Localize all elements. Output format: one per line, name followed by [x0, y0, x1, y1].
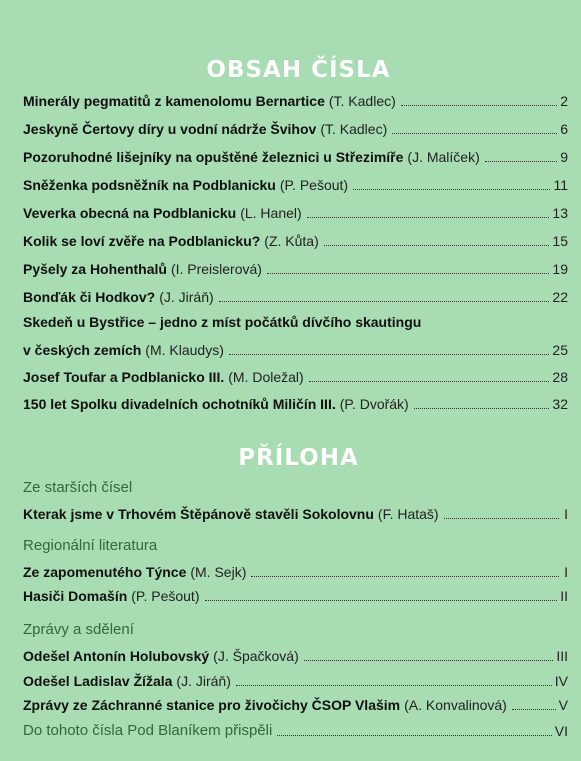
entry-author: (P. Pešout) [131, 588, 200, 604]
entry-page: 13 [552, 205, 568, 221]
entry-page: IV [554, 673, 568, 689]
entry-page: I [564, 506, 568, 522]
toc-entry [23, 645, 568, 665]
entry-title: Zprávy ze Záchranné stanice pro živočichy ČSOP Vlašim [23, 697, 401, 713]
toc-entry [23, 393, 568, 413]
entry-title: Kterak jsme v Trhovém Štěpánově stavěli Sokolovnu [23, 506, 374, 522]
toc-entry [23, 339, 568, 359]
dot-leader [353, 189, 550, 190]
entry-title: Jeskyně Čertovy díry u vodní nádrže Švihov [23, 121, 317, 137]
toc-entry-contributors [23, 720, 568, 740]
entry-author: (A. Konvalinová) [404, 697, 507, 713]
entry-author: (J. Jiráň) [176, 673, 231, 689]
toc-entry [23, 118, 568, 138]
entry-author: (J. Jiráň) [159, 289, 214, 305]
dot-leader [304, 660, 554, 661]
toc-entry [23, 230, 568, 250]
toc-entry [23, 258, 568, 278]
toc-entry [23, 670, 568, 690]
dot-leader [401, 105, 557, 106]
entry-page: 32 [552, 396, 568, 412]
toc-entry [23, 90, 568, 110]
entry-title: v českých zemích [23, 342, 142, 358]
entry-page: 2 [560, 93, 568, 109]
entry-title: 150 let Spolku divadelních ochotníků Miličín III. [23, 396, 336, 412]
toc-entry [23, 174, 568, 194]
entry-title: Pyšely za Hohenthalů [23, 261, 167, 277]
entry-page: 15 [552, 233, 568, 249]
entry-title: Veverka obecná na Podblanicku [23, 205, 237, 221]
dot-leader [236, 685, 552, 686]
entry-title: Hasiči Domašín [23, 588, 128, 604]
toc-entry [23, 366, 568, 386]
dot-leader [251, 576, 559, 577]
toc-entry [23, 146, 568, 166]
entry-author: (I. Preislerová) [170, 261, 262, 277]
entry-page: 25 [552, 342, 568, 358]
entry-title: Josef Toufar a Podblanicko III. [23, 369, 225, 385]
entry-author: (J. Špačková) [213, 648, 299, 664]
entry-page: 19 [552, 261, 568, 277]
entry-author: (J. Malíček) [407, 149, 480, 165]
entry-title-line1: Skedeň u Bystřice – jedno z míst počátků dívčího skautingu [23, 314, 422, 330]
dot-leader [324, 245, 550, 246]
entry-author: (F. Hataš) [377, 506, 439, 522]
dot-leader [485, 161, 557, 162]
dot-leader [205, 600, 558, 601]
dot-leader [229, 354, 550, 355]
entry-page: 22 [552, 289, 568, 305]
entry-page: VI [554, 723, 568, 739]
dot-leader [277, 735, 551, 736]
dot-leader [219, 301, 550, 302]
entry-title: Odešel Antonín Holubovský [23, 648, 210, 664]
entry-author: (M. Klaudys) [145, 342, 224, 358]
contents-heading: OBSAH ČÍSLA [206, 57, 391, 83]
dot-leader [512, 709, 556, 710]
dot-leader [267, 273, 549, 274]
entry-page: V [558, 697, 568, 713]
toc-entry [23, 694, 568, 714]
dot-leader [307, 217, 550, 218]
entry-title: Do tohoto čísla Pod Blaníkem přispěli [23, 722, 273, 739]
entry-author: (M. Sejk) [190, 564, 247, 580]
toc-entry [23, 503, 568, 523]
entry-title: Odešel Ladislav Žížala [23, 673, 173, 689]
entry-page: 9 [560, 149, 568, 165]
entry-page: 6 [560, 121, 568, 137]
entry-title: Ze zapomenutého Týnce [23, 564, 187, 580]
entry-author: (M. Doležal) [228, 369, 304, 385]
entry-page: 11 [553, 177, 568, 193]
toc-entry [23, 585, 568, 605]
entry-page: 28 [552, 369, 568, 385]
entry-page: III [556, 648, 568, 664]
entry-page: I [564, 564, 568, 580]
entry-title: Minerály pegmatitů z kamenolomu Bernartice [23, 93, 325, 109]
section-label: Regionální literatura [23, 537, 158, 554]
entry-author: (P. Dvořák) [339, 396, 409, 412]
entry-author: (T. Kadlec) [320, 121, 388, 137]
section-label: Zprávy a sdělení [23, 621, 134, 638]
entry-author: (T. Kadlec) [328, 93, 396, 109]
toc-entry [23, 202, 568, 222]
entry-title: Kolik se loví zvěře na Podblanicku? [23, 233, 261, 249]
entry-author: (L. Hanel) [240, 205, 302, 221]
entry-page: II [560, 588, 568, 604]
dot-leader [392, 133, 557, 134]
dot-leader [309, 381, 550, 382]
toc-entry [23, 286, 568, 306]
entry-title: Pozoruhodné lišejníky na opuštěné železnici u Střezimíře [23, 149, 404, 165]
entry-title: Bonďák či Hodkov? [23, 289, 156, 305]
appendix-heading: PŘÍLOHA [238, 445, 359, 471]
entry-author: (P. Pešout) [279, 177, 349, 193]
entry-title: Sněženka podsněžník na Podblanicku [23, 177, 276, 193]
dot-leader [444, 518, 559, 519]
entry-author: (Z. Kůta) [264, 233, 319, 249]
dot-leader [414, 408, 550, 409]
toc-entry [23, 561, 568, 581]
section-label: Ze starších čísel [23, 479, 133, 496]
